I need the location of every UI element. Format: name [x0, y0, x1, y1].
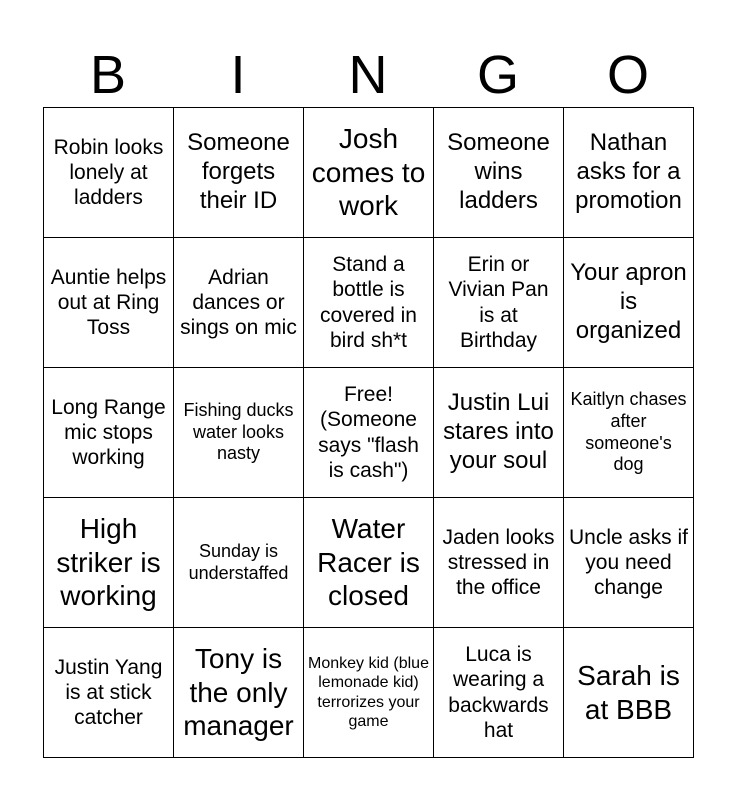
- bingo-cell[interactable]: High striker is working: [44, 498, 174, 628]
- board-row: [44, 498, 694, 628]
- bingo-cell[interactable]: Someone wins ladders: [434, 108, 564, 238]
- bingo-cell[interactable]: Nathan asks for a promotion: [564, 108, 694, 238]
- header-letter-b: B: [89, 45, 127, 105]
- bingo-cell[interactable]: Fishing ducks water looks nasty: [174, 368, 304, 498]
- bingo-cell[interactable]: Monkey kid (blue lemonade kid) terrorizes your game: [304, 628, 434, 758]
- bingo-cell[interactable]: Erin or Vivian Pan is at Birthday: [434, 238, 564, 368]
- board-row: [44, 238, 694, 368]
- bingo-cell[interactable]: Long Range mic stops working: [44, 368, 174, 498]
- bingo-cell[interactable]: Water Racer is closed: [304, 498, 434, 628]
- bingo-cell[interactable]: Someone forgets their ID: [174, 108, 304, 238]
- bingo-cell[interactable]: Robin looks lonely at ladders: [44, 108, 174, 238]
- bingo-cell[interactable]: Jaden looks stressed in the office: [434, 498, 564, 628]
- header-letter-g: G: [476, 45, 519, 105]
- bingo-board: [43, 107, 694, 758]
- board-row: [44, 108, 694, 238]
- bingo-header: [43, 42, 693, 108]
- bingo-cell[interactable]: Your apron is organized: [564, 238, 694, 368]
- bingo-cell[interactable]: Luca is wearing a backwards hat: [434, 628, 564, 758]
- bingo-cell[interactable]: Adrian dances or sings on mic: [174, 238, 304, 368]
- board-row: [44, 368, 694, 498]
- board-row: [44, 628, 694, 758]
- bingo-cell[interactable]: Sarah is at BBB: [564, 628, 694, 758]
- header-letter-o: O: [606, 45, 649, 105]
- bingo-cell[interactable]: Free! (Someone says "flash is cash"): [304, 368, 434, 498]
- bingo-cell[interactable]: Sunday is understaffed: [174, 498, 304, 628]
- bingo-cell[interactable]: Josh comes to work: [304, 108, 434, 238]
- bingo-cell[interactable]: Uncle asks if you need change: [564, 498, 694, 628]
- header-letter-i: I: [230, 45, 246, 105]
- bingo-cell[interactable]: Kaitlyn chases after someone's dog: [564, 368, 694, 498]
- bingo-cell[interactable]: Auntie helps out at Ring Toss: [44, 238, 174, 368]
- header-letter-n: N: [348, 45, 388, 105]
- bingo-cell[interactable]: Justin Yang is at stick catcher: [44, 628, 174, 758]
- bingo-cell[interactable]: Stand a bottle is covered in bird sh*t: [304, 238, 434, 368]
- bingo-cell[interactable]: Tony is the only manager: [174, 628, 304, 758]
- bingo-cell[interactable]: Justin Lui stares into your soul: [434, 368, 564, 498]
